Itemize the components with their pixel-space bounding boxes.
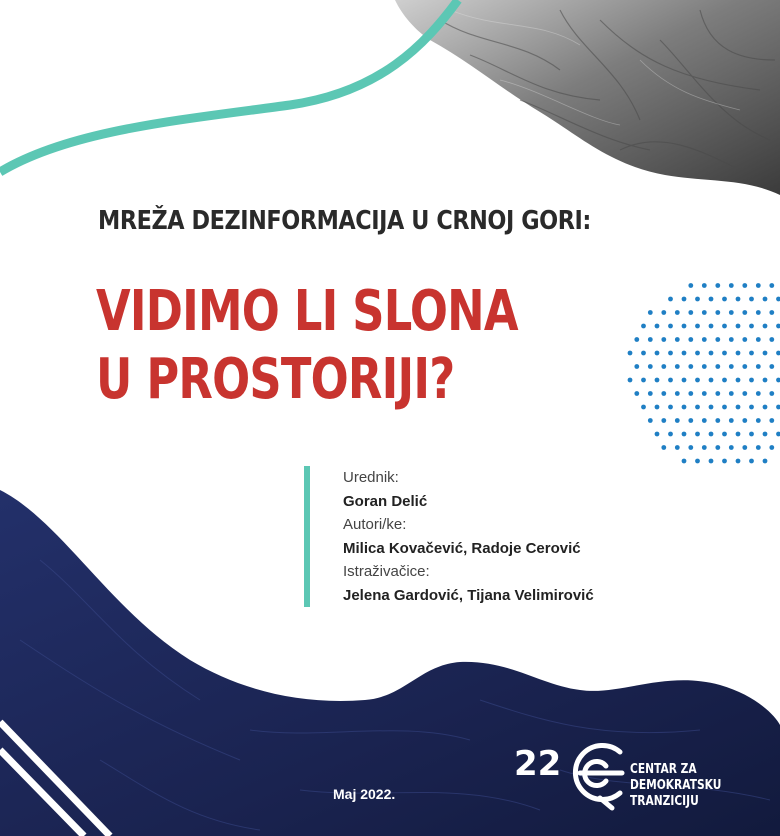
halftone-dot (749, 405, 754, 410)
halftone-dot (749, 432, 754, 437)
halftone-dot (722, 459, 727, 464)
halftone-dot (709, 297, 714, 302)
halftone-dot (634, 364, 639, 369)
halftone-dot (729, 418, 734, 423)
halftone-dot (715, 310, 720, 315)
number-mark-text: 22 (514, 744, 562, 784)
halftone-dot (769, 283, 774, 288)
halftone-dot (668, 432, 673, 437)
halftone-dot (702, 310, 707, 315)
halftone-dot (688, 337, 693, 342)
halftone-dot (736, 405, 741, 410)
halftone-dot (715, 283, 720, 288)
halftone-dot (702, 364, 707, 369)
halftone-dot (695, 459, 700, 464)
report-subtitle: MREŽA DEZINFORMACIJA U CRNOJ GORI: (98, 206, 591, 236)
halftone-dot (702, 391, 707, 396)
halftone-dot (675, 391, 680, 396)
halftone-dot (763, 297, 768, 302)
halftone-dot (661, 310, 666, 315)
halftone-dot (695, 324, 700, 329)
halftone-dot (682, 351, 687, 356)
halftone-dot (682, 432, 687, 437)
halftone-dot (729, 445, 734, 450)
halftone-dot (776, 432, 780, 437)
halftone-dot (675, 445, 680, 450)
org-name-line-3: TRANZICIJU (630, 794, 699, 809)
halftone-dot (715, 418, 720, 423)
halftone-dot (648, 310, 653, 315)
halftone-dot (763, 459, 768, 464)
halftone-dot (655, 324, 660, 329)
halftone-dot (776, 378, 780, 383)
halftone-dot (756, 418, 761, 423)
cdt-org-name (630, 762, 721, 810)
halftone-dot (749, 351, 754, 356)
halftone-dot (695, 351, 700, 356)
halftone-dot (682, 459, 687, 464)
halftone-dot (769, 418, 774, 423)
halftone-dot (702, 445, 707, 450)
halftone-dot (648, 337, 653, 342)
halftone-dot (655, 405, 660, 410)
halftone-dot (668, 324, 673, 329)
halftone-dot (729, 337, 734, 342)
halftone-dot (702, 283, 707, 288)
editor-role: Urednik: (343, 469, 399, 486)
halftone-dot (722, 378, 727, 383)
halftone-dot (763, 378, 768, 383)
researchers-role: Istraživačice: (343, 563, 430, 580)
halftone-dot (661, 337, 666, 342)
halftone-dot (641, 405, 646, 410)
authors-role: Autori/ke: (343, 516, 407, 533)
halftone-dot (641, 324, 646, 329)
halftone-dot (776, 324, 780, 329)
halftone-dot (668, 297, 673, 302)
halftone-dot (648, 391, 653, 396)
org-name-line-2: DEMOKRATSKU (630, 778, 722, 793)
halftone-dot (756, 445, 761, 450)
halftone-dot (729, 364, 734, 369)
halftone-dot (715, 391, 720, 396)
halftone-dot (769, 337, 774, 342)
halftone-dot (675, 310, 680, 315)
halftone-dot (628, 378, 633, 383)
halftone-dot (661, 418, 666, 423)
publication-date: Maj 2022. (333, 786, 396, 802)
halftone-dot (722, 432, 727, 437)
halftone-dot (634, 337, 639, 342)
halftone-dot (688, 364, 693, 369)
cdt-number-mark (514, 744, 561, 784)
halftone-dot (756, 364, 761, 369)
title-line-1: VIDIMO LI SLONA (96, 279, 518, 344)
halftone-dot (628, 351, 633, 356)
halftone-dot (695, 432, 700, 437)
halftone-dot (682, 324, 687, 329)
halftone-dot (722, 297, 727, 302)
halftone-dot (736, 297, 741, 302)
halftone-dot (675, 364, 680, 369)
halftone-dot (675, 337, 680, 342)
halftone-dot (769, 391, 774, 396)
halftone-dot (736, 351, 741, 356)
halftone-dot (655, 378, 660, 383)
halftone-dot (776, 351, 780, 356)
halftone-dot (742, 418, 747, 423)
halftone-dot (675, 418, 680, 423)
halftone-dot (742, 364, 747, 369)
halftone-dot (763, 405, 768, 410)
halftone-dot (722, 351, 727, 356)
halftone-dot (682, 297, 687, 302)
halftone-dot (722, 405, 727, 410)
halftone-dot (736, 432, 741, 437)
halftone-dot (776, 297, 780, 302)
editor-name: Goran Delić (343, 492, 428, 510)
credits-block (304, 466, 594, 607)
halftone-dot (763, 351, 768, 356)
halftone-dot (661, 445, 666, 450)
title-line-2: U PROSTORIJI? (96, 347, 455, 412)
halftone-dot (648, 418, 653, 423)
halftone-dot (776, 405, 780, 410)
halftone-dot (736, 378, 741, 383)
halftone-dot (695, 297, 700, 302)
halftone-dot (715, 445, 720, 450)
halftone-dot (742, 391, 747, 396)
halftone-dot (688, 445, 693, 450)
halftone-dot (648, 364, 653, 369)
org-name-line-1: CENTAR ZA (630, 762, 697, 777)
halftone-dot (709, 324, 714, 329)
halftone-dot (682, 378, 687, 383)
teal-curve (0, 0, 458, 172)
halftone-dot (756, 283, 761, 288)
halftone-dot (709, 378, 714, 383)
halftone-dot (661, 391, 666, 396)
halftone-dot (769, 364, 774, 369)
halftone-dot (641, 378, 646, 383)
report-title (96, 278, 518, 414)
halftone-dot (709, 432, 714, 437)
halftone-dot (709, 351, 714, 356)
halftone-dot (688, 391, 693, 396)
halftone-dot (756, 337, 761, 342)
halftone-dot (742, 310, 747, 315)
halftone-dot (668, 351, 673, 356)
halftone-dot (688, 418, 693, 423)
halftone-dot (695, 405, 700, 410)
halftone-dot (655, 351, 660, 356)
halftone-dot (641, 351, 646, 356)
halftone-dot (634, 391, 639, 396)
halftone-dot (688, 283, 693, 288)
halftone-dot (729, 310, 734, 315)
halftone-dot (749, 297, 754, 302)
halftone-dot (769, 310, 774, 315)
authors-names: Milica Kovačević, Radoje Cerović (343, 539, 581, 557)
halftone-dot (668, 378, 673, 383)
halftone-dot (736, 324, 741, 329)
halftone-dot (661, 364, 666, 369)
halftone-dot (702, 418, 707, 423)
halftone-dot (695, 378, 700, 383)
halftone-dot (742, 337, 747, 342)
halftone-dot (736, 459, 741, 464)
halftone-dot (742, 445, 747, 450)
halftone-dot (749, 378, 754, 383)
halftone-dot (722, 324, 727, 329)
halftone-dot (729, 391, 734, 396)
halftone-dot (688, 310, 693, 315)
halftone-dot (763, 324, 768, 329)
halftone-dot (763, 432, 768, 437)
elephant-skin-texture (395, 0, 780, 195)
halftone-dot (715, 364, 720, 369)
halftone-dot (756, 310, 761, 315)
halftone-dot (682, 405, 687, 410)
halftone-dot (749, 324, 754, 329)
halftone-dot (715, 337, 720, 342)
halftone-dot (742, 283, 747, 288)
halftone-dot (709, 405, 714, 410)
halftone-dot (756, 391, 761, 396)
halftone-dot (729, 283, 734, 288)
halftone-dot (702, 337, 707, 342)
halftone-dot (668, 405, 673, 410)
halftone-dot (655, 432, 660, 437)
halftone-dot (709, 459, 714, 464)
halftone-dots (628, 283, 780, 463)
halftone-dot (749, 459, 754, 464)
halftone-dot (769, 445, 774, 450)
researchers-names: Jelena Gardović, Tijana Velimirović (343, 586, 594, 604)
